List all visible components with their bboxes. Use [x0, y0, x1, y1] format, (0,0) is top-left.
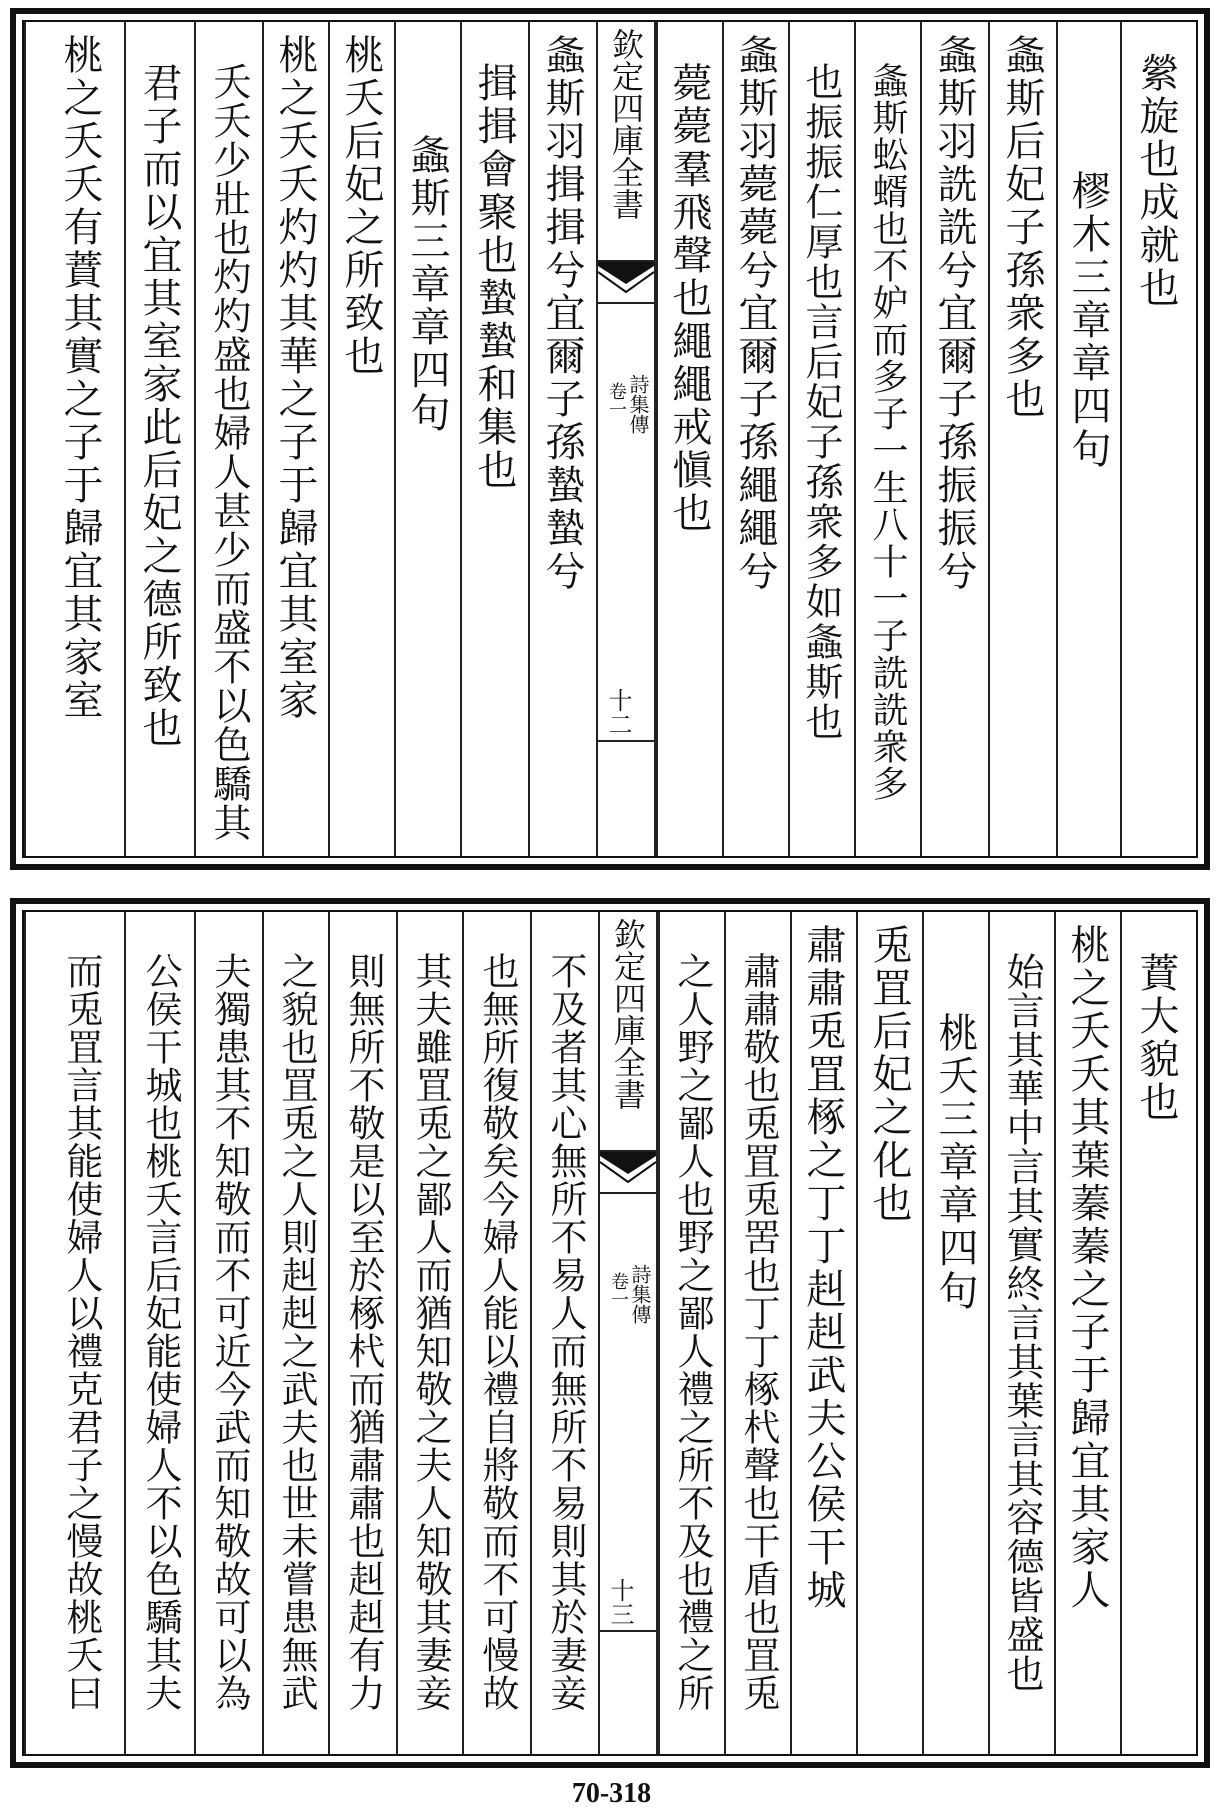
- column-text: 蕡大貌也: [1133, 952, 1179, 1124]
- column-text: 螽斯蚣蝑也不妒而多子一生八十一子詵詵衆多: [867, 62, 908, 802]
- text-column: [1054, 912, 1120, 1754]
- collection-title: 詩集傳: [626, 374, 650, 434]
- text-column: [1120, 22, 1200, 856]
- page-gutter: [596, 22, 656, 856]
- book-title: 欽定四庫全書: [607, 28, 645, 220]
- page-number: 十二: [604, 688, 632, 736]
- column-text: 之貌也罝兎之人則赳赳之武夫也世未嘗患無武: [275, 952, 318, 1712]
- column-text: 也振振仁厚也言后妃子孫衆多如螽斯也: [799, 62, 843, 742]
- column-text: 揖揖會聚也蟄蟄和集也: [471, 62, 517, 492]
- column-text: 螽斯后妃子孫衆多也: [999, 34, 1045, 421]
- gutter-rule: [600, 1630, 656, 1632]
- column-text: 縈旋也成就也: [1133, 52, 1179, 310]
- column-text: 肅肅兎罝椓之丁丁赳赳武夫公侯干城: [800, 924, 846, 1612]
- column-text: 螽斯羽薨薨兮宜爾子孫繩繩兮: [732, 34, 778, 593]
- volume-label: 卷一: [606, 382, 627, 418]
- column-text: 桃之夭夭其葉蓁蓁之子于歸宜其家人: [1064, 924, 1110, 1612]
- column-text: 螽斯羽詵詵兮宜爾子孫振振兮: [931, 34, 977, 593]
- bottom-page-frame: [22, 910, 1198, 1756]
- text-column: [394, 22, 460, 856]
- text-column: [396, 912, 462, 1754]
- bottom-page: [10, 898, 1210, 1768]
- text-column: [922, 912, 988, 1754]
- text-column: [328, 22, 394, 856]
- column-text: 肅肅敬也兎罝兎罟也丁丁椓杙聲也干盾也罝兎: [737, 952, 780, 1712]
- text-column: [856, 912, 922, 1754]
- top-page-frame: [22, 20, 1198, 858]
- text-column: [788, 22, 854, 856]
- column-text: 其夫雖罝兎之鄙人而猶知敬之夫人知敬其妻妾: [409, 952, 452, 1712]
- text-column: [722, 22, 788, 856]
- column-text: 始言其華中言其實終言其葉言其容德皆盛也: [1000, 952, 1044, 1693]
- volume-label: 卷一: [608, 1272, 629, 1308]
- fish-tail-ornament: [600, 1150, 656, 1194]
- text-column: [194, 22, 262, 856]
- text-column: [1120, 912, 1200, 1754]
- column-text: 夫獨患其不知敬而不可近今武而知敬故可以為: [208, 952, 251, 1712]
- book-title: 欽定四庫全書: [609, 918, 647, 1110]
- column-text: 桃之夭夭灼灼其華之子于歸宜其室家: [272, 34, 318, 722]
- text-column: [988, 912, 1054, 1754]
- column-text: 螽斯三章章四句: [404, 134, 450, 435]
- column-text: 不及者其心無所不易人而無所不易則其於妻妾: [544, 952, 587, 1712]
- top-page: [10, 8, 1210, 870]
- column-text: 桃夭三章章四句: [932, 1012, 978, 1313]
- column-text: 君子而以宜其室家此后妃之德所致也: [136, 62, 182, 750]
- column-text: 兎罝后妃之化也: [866, 924, 912, 1225]
- text-column: [124, 912, 194, 1754]
- text-column: [328, 912, 396, 1754]
- text-column: [194, 912, 262, 1754]
- text-column: [460, 22, 528, 856]
- text-column: [854, 22, 920, 856]
- column-text: 螽斯羽揖揖兮宜爾子孫蟄蟄兮: [539, 34, 585, 593]
- fish-tail-ornament: [598, 260, 654, 304]
- text-column: [988, 22, 1056, 856]
- gutter-rule: [598, 740, 654, 742]
- text-column: [528, 22, 596, 856]
- column-text: 則無所不敬是以至於椓杙而猶肅肅也赳赳有力: [342, 952, 385, 1712]
- text-column: [24, 912, 124, 1754]
- column-text: 樛木三章章四句: [1065, 170, 1111, 471]
- text-column: [790, 912, 856, 1754]
- text-column: [920, 22, 988, 856]
- page-gutter: [598, 912, 658, 1754]
- page-number: 十三: [606, 1578, 634, 1626]
- column-text: 薨薨羣飛聲也繩繩戒愼也: [666, 62, 712, 535]
- column-text: 桃夭后妃之所致也: [338, 34, 384, 378]
- text-column: [656, 22, 722, 856]
- column-text: 而兎罝言其能使婦人以禮克君子之慢故桃夭曰: [60, 952, 103, 1712]
- column-text: 夭夭少壯也灼灼盛也婦人甚少而盛不以色驕其: [207, 62, 251, 842]
- column-text: 也無所復敬矣今婦人能以禮自將敬而不可慢故: [476, 952, 519, 1712]
- text-column: [530, 912, 598, 1754]
- column-text: 桃之夭夭有蕡其實之子于歸宜其家室: [57, 34, 103, 722]
- text-column: [24, 22, 124, 856]
- column-text: 公侯干城也桃夭言后妃能使婦人不以色驕其夫: [139, 952, 182, 1712]
- page-reference: 70-318: [571, 1778, 652, 1809]
- text-column: [724, 912, 790, 1754]
- text-column: [262, 22, 328, 856]
- text-column: [1056, 22, 1120, 856]
- column-text: 之人野之鄙人也野之鄙人禮之所不及也禮之所: [671, 952, 714, 1712]
- text-column: [124, 22, 194, 856]
- collection-title: 詩集傳: [628, 1264, 652, 1324]
- text-column: [262, 912, 328, 1754]
- text-column: [658, 912, 724, 1754]
- text-column: [462, 912, 530, 1754]
